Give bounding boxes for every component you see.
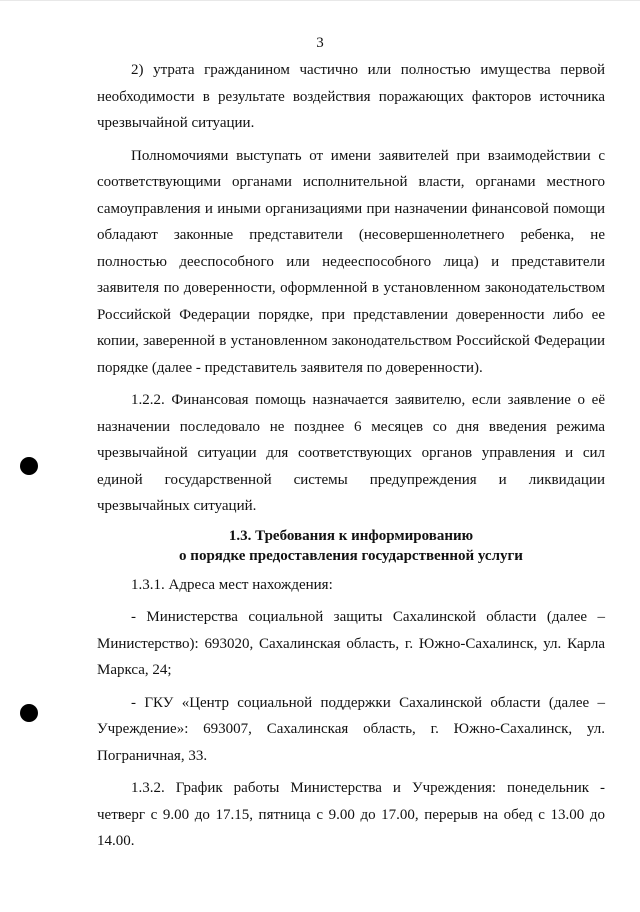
punch-hole-mark	[20, 457, 38, 475]
document-body	[97, 57, 605, 861]
paragraph-loss-of-property: 2) утрата гражданином частично или полностью имущества первой необходимости в результате воздействия поражающих факторов источника чрезвычайной ситуации.	[97, 62, 605, 131]
punch-hole-mark	[20, 704, 38, 722]
paragraph-ministry-address: - Министерства социальной защиты Сахалинской области (далее – Министерство): 693020, Сахалинская область, г. Южно-Сахалинск, ул. Карла Маркса, 24;	[97, 609, 605, 678]
paragraph-1-3-2: 1.3.2. График работы Министерства и Учреждения: понедельник - четверг с 9.00 до 17.15, пятница с 9.00 до 17.00, перерыв на обед с 13.00 до 14.00.	[97, 780, 605, 849]
section-title-line-2: о порядке предоставления государственной услуги	[179, 547, 523, 564]
section-title	[97, 526, 605, 566]
page-number: 3	[316, 35, 324, 51]
paragraph-1-3-1: 1.3.1. Адреса мест нахождения:	[131, 576, 333, 593]
paragraph-representatives: Полномочиями выступать от имени заявителей при взаимодействии с соответствующими органами исполнительной власти, органами местного самоуправления и иными организациями при назначении финансовой помощи обладают законные представители (несовершеннолетнего ребенка, не полностью дееспособного или недееспособного лица) и представители заявителя по доверенности, оформленной в установленном законодательством Российской Федерации порядке, при представлении доверенности либо ее копии, заверенной в установленном законодательством Российской Федерации порядке (далее - представитель заявителя по доверенности).	[97, 147, 605, 376]
section-title-line-1: 1.3. Требования к информированию	[228, 527, 474, 544]
paragraph-institution-address: - ГКУ «Центр социальной поддержки Сахалинской области (далее – Учреждение»: 693007, Сахалинская область, г. Южно-Сахалинск, ул. Пограничная, 33.	[97, 694, 605, 764]
paragraph-1-2-2: 1.2.2. Финансовая помощь назначается заявителю, если заявление о её назначении последовало не позднее 6 месяцев со дня введения режима чрезвычайной ситуации для соответствующих органов управления и сил единой государственной системы предупреждения и ликвидации чрезвычайных ситуаций.	[97, 392, 605, 514]
scan-edge	[0, 0, 640, 1]
